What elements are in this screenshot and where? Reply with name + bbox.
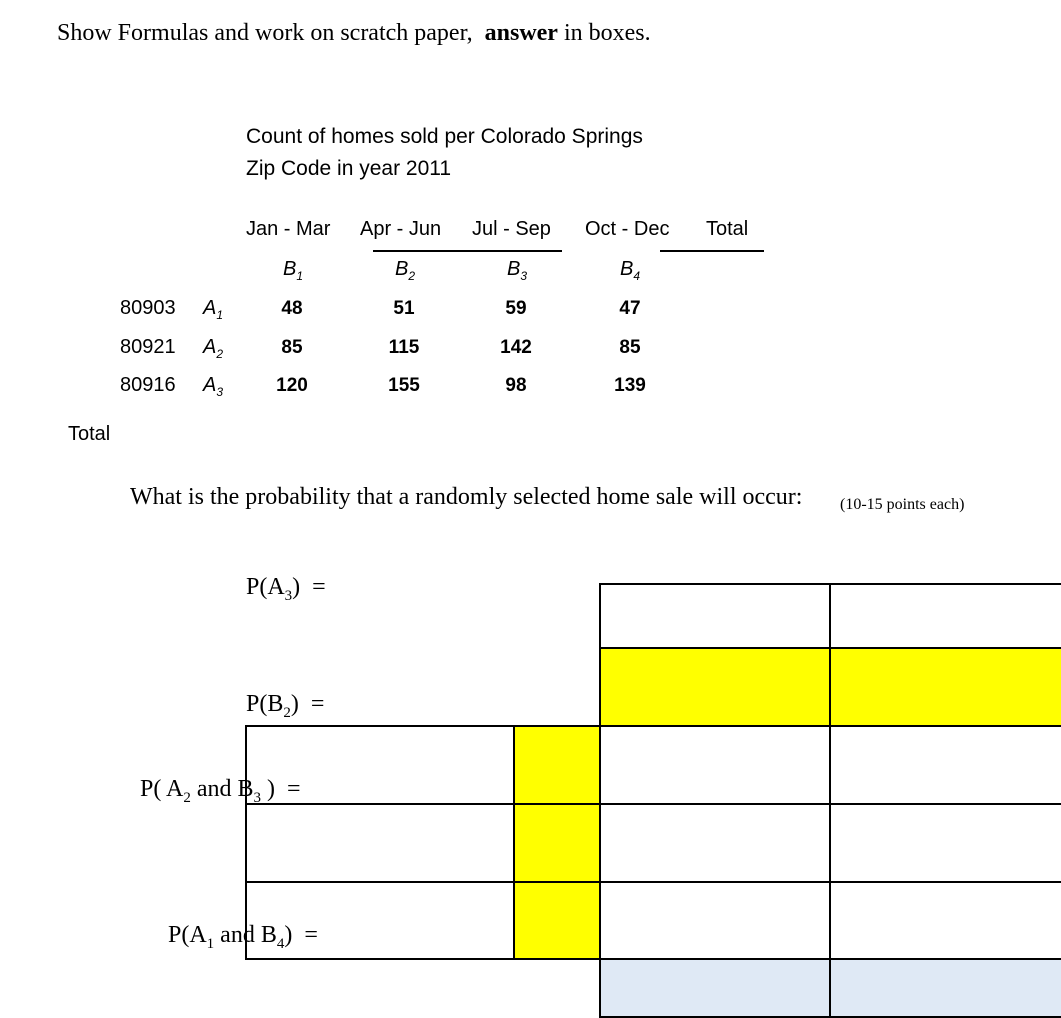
table-title-line2: Zip Code in year 2011 bbox=[246, 157, 452, 180]
col-var-2: $B_2$ bbox=[395, 258, 416, 283]
answer-box-p1-b[interactable] bbox=[829, 583, 1061, 649]
total-row-label: Total bbox=[68, 423, 111, 445]
header-underline-total bbox=[660, 250, 764, 252]
table-title bbox=[246, 121, 643, 185]
cell-r1-c1: 48 bbox=[281, 298, 303, 319]
col-header-1: Jan - Mar bbox=[246, 218, 331, 240]
answer-box-p4-a[interactable] bbox=[599, 881, 831, 960]
row-zip-3: 80916 bbox=[120, 374, 176, 396]
cell-r2-c1: 85 bbox=[281, 337, 303, 358]
cell-r1-c2: 51 bbox=[393, 298, 415, 319]
answer-box-p2-c[interactable] bbox=[599, 725, 831, 805]
answer-box-p2-d[interactable] bbox=[829, 725, 1061, 805]
col-header-total: Total bbox=[706, 218, 749, 240]
instructions-bold: answer bbox=[484, 20, 558, 46]
cell-r3-c2: 155 bbox=[388, 375, 420, 396]
cell-r3-c1: 120 bbox=[276, 375, 308, 396]
answer-box-p4-b[interactable] bbox=[829, 881, 1061, 960]
cell-r2-c2: 115 bbox=[388, 337, 420, 358]
question-text: What is the probability that a randomly selected home sale will occur: bbox=[130, 484, 803, 510]
cell-r3-c3: 98 bbox=[505, 375, 527, 396]
col-header-3: Jul - Sep bbox=[472, 218, 551, 240]
points-note: (10-15 points each) bbox=[840, 496, 965, 513]
instructions-prefix: Show Formulas and work on scratch paper, bbox=[57, 20, 473, 46]
highlight-box-1[interactable] bbox=[513, 725, 601, 805]
answer-box-shaded-a[interactable] bbox=[599, 958, 831, 1018]
cell-r1-c3: 59 bbox=[505, 298, 527, 319]
answer-box-p2-a[interactable] bbox=[599, 647, 831, 727]
header-underline-middle bbox=[373, 250, 562, 252]
table-title-line1: Count of homes sold per Colorado Springs bbox=[246, 125, 643, 148]
instructions-text bbox=[57, 20, 651, 47]
row-var-2: $A_2$ bbox=[203, 336, 224, 361]
cell-r2-c4: 85 bbox=[619, 337, 641, 358]
answer-box-p1-a[interactable] bbox=[599, 583, 831, 649]
highlight-box-2[interactable] bbox=[513, 803, 601, 883]
row-var-1: $A_1$ bbox=[203, 297, 224, 322]
highlight-box-3[interactable] bbox=[513, 881, 601, 960]
row-zip-2: 80921 bbox=[120, 336, 176, 358]
answer-box-p3-a[interactable] bbox=[599, 803, 831, 883]
answer-box-p3-b[interactable] bbox=[829, 803, 1061, 883]
answer-box-p2-b[interactable] bbox=[829, 647, 1061, 727]
work-box-2[interactable] bbox=[245, 803, 515, 883]
cell-r2-c3: 142 bbox=[500, 337, 532, 358]
col-var-3: $B_3$ bbox=[507, 258, 528, 283]
prob-label-3: P( $A_2$ and $B_3$ ) = bbox=[140, 776, 301, 806]
row-zip-1: 80903 bbox=[120, 297, 176, 319]
col-header-4: Oct - Dec bbox=[585, 218, 670, 240]
cell-r3-c4: 139 bbox=[614, 375, 646, 396]
answer-box-shaded-b[interactable] bbox=[829, 958, 1061, 1018]
row-var-3: $A_3$ bbox=[203, 374, 224, 399]
col-header-2: Apr - Jun bbox=[360, 218, 442, 240]
prob-label-1: $P(A_3)$ = bbox=[246, 574, 326, 604]
prob-label-2: $P(B_2)$ = bbox=[246, 691, 325, 721]
col-var-1: $B_1$ bbox=[283, 258, 304, 283]
cell-r1-c4: 47 bbox=[619, 298, 641, 319]
instructions-suffix: in boxes. bbox=[557, 20, 651, 46]
col-var-4: $B_4$ bbox=[620, 258, 641, 283]
prob-label-4: $P(A_1$ and $B_4$) = bbox=[168, 922, 318, 952]
